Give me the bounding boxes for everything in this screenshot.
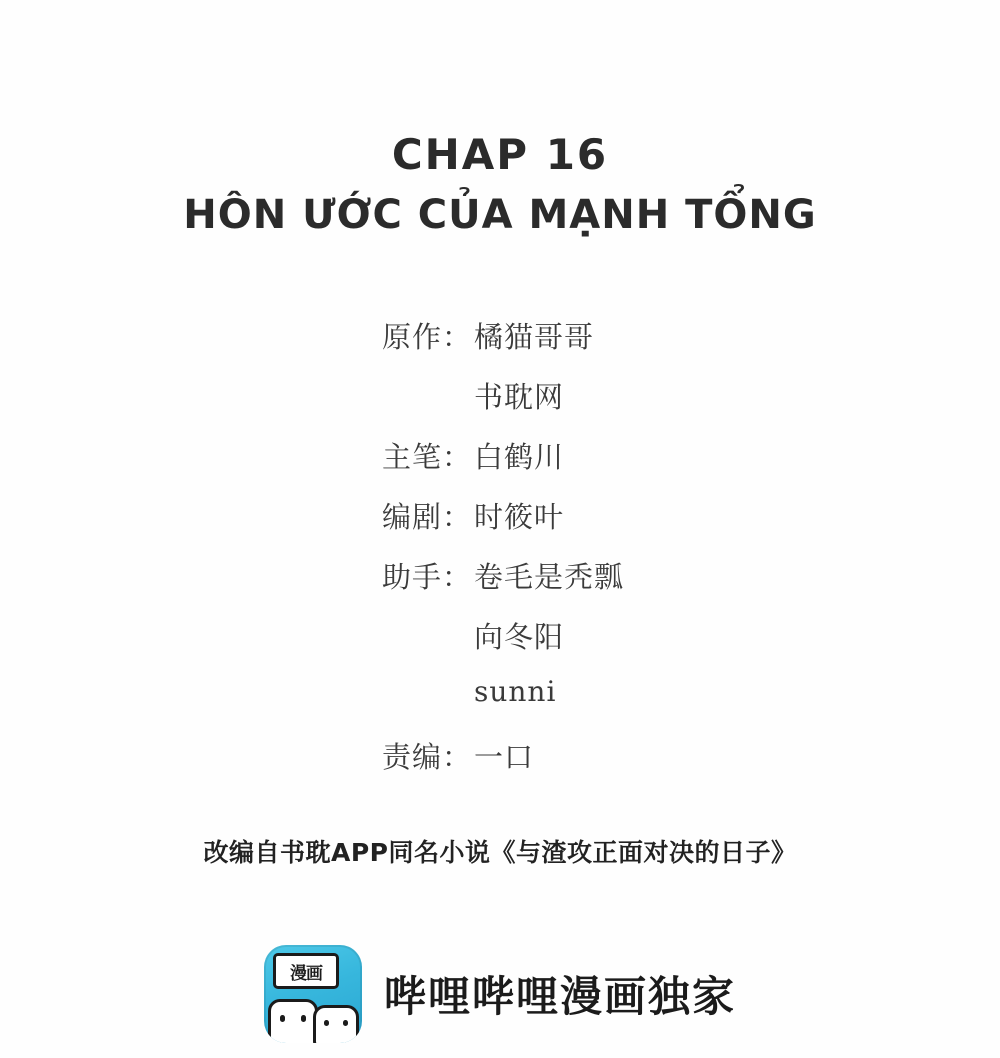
credit-value: 卷毛是秃瓢 bbox=[474, 560, 625, 594]
brand-text: 哔哩哔哩漫画独家 bbox=[383, 972, 736, 1021]
credit-row bbox=[0, 615, 1000, 675]
credit-row bbox=[0, 375, 1000, 435]
credit-row bbox=[0, 435, 1000, 495]
credit-value: 向冬阳 bbox=[474, 620, 565, 654]
credit-value: sunni bbox=[474, 675, 557, 708]
credit-value: 书耽网 bbox=[474, 380, 565, 414]
logo-badge-text: 漫画 bbox=[273, 953, 339, 989]
credit-label: 原作： bbox=[382, 320, 473, 354]
credit-row bbox=[0, 555, 1000, 615]
credits-list bbox=[0, 315, 1000, 795]
chapter-number: CHAP 16 bbox=[391, 130, 609, 179]
title-block bbox=[0, 130, 1000, 240]
chapter-title: HÔN ƯỚC CỦA MẠNH TỔNG bbox=[183, 191, 817, 238]
credit-row bbox=[0, 735, 1000, 795]
logo-character-right-icon bbox=[313, 1005, 359, 1043]
credit-row bbox=[0, 675, 1000, 735]
credit-value: 时筱叶 bbox=[474, 500, 565, 534]
credit-value: 一口 bbox=[474, 740, 535, 774]
footer-brand bbox=[0, 945, 1000, 1043]
source-note: 改编自书耽APP同名小说《与渣攻正面对决的日子》 bbox=[203, 838, 797, 867]
credit-label: 主笔： bbox=[382, 440, 473, 474]
logo-character-left-icon bbox=[268, 999, 318, 1043]
credit-value: 白鹤川 bbox=[474, 440, 565, 474]
credit-label: 助手： bbox=[382, 560, 473, 594]
credit-label: 责编： bbox=[382, 740, 473, 774]
credit-row bbox=[0, 495, 1000, 555]
credit-row bbox=[0, 315, 1000, 375]
credit-value: 橘猫哥哥 bbox=[474, 320, 595, 354]
credit-label: 编剧： bbox=[382, 500, 473, 534]
bilibili-comics-logo-icon bbox=[264, 945, 362, 1043]
